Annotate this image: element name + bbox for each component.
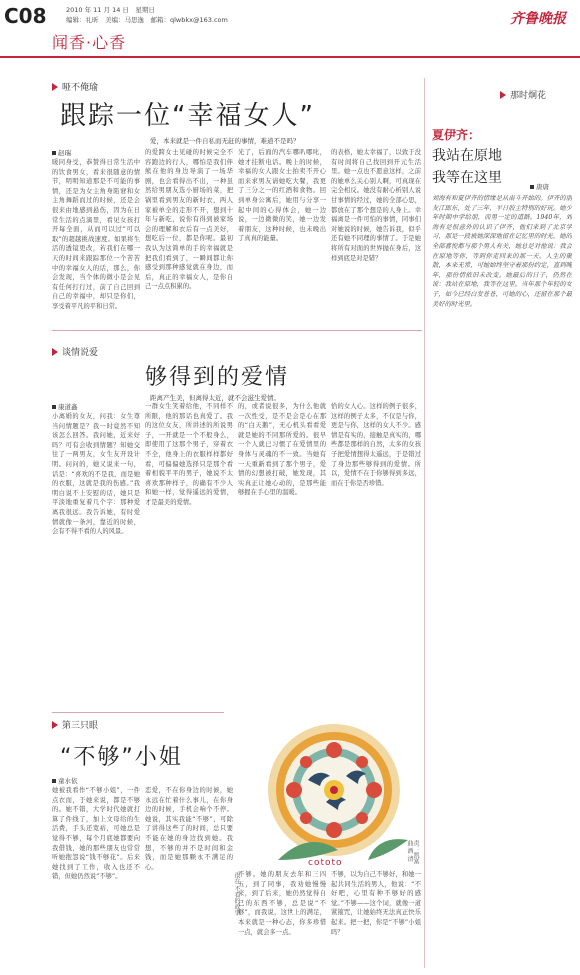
article3-col4: 不够，以为自己不够好，和她一起共同生活的男人，他说：“不好吧，心里有种不够好的感觉。”不够——这个词，就像一道紧箍咒，让她始终无法真正快乐起来。把一把，你是“不够”小姐吗？ — [331, 871, 421, 936]
article1-subhead: 爱，本来就是一件自私而无赶的事情，难道不是吗？ — [150, 137, 300, 145]
date-line: 2010 年 11 月 14 日 星期日 — [66, 6, 155, 14]
article2-col4: 恰的女人心。这样的例子很多，这样的例子太多，不仅是与你，更是与你，这样的女人不少。感情是有实的，接触是真实的，哪些都是那样的自然，太多的女孩子把爱情想得太遥远，于是错过了身边那些够得到的爱情。所以，爱情不在于你够得到多远，而在于你是否珍惜。 — [331, 403, 421, 487]
brand-logo: 齐鲁晚报 — [510, 11, 566, 27]
divider — [52, 712, 224, 713]
sidebar-headline-line2: 我站在原地 — [432, 148, 502, 164]
article3-headline: “不够”小姐 — [60, 745, 183, 770]
article1-col1: 暖同身受，恭赞得日常生活中的饮食男女，看来很随意的情节，明明知道那是不可能的事情，还是为女主角身陷窘和女主角舞蹈而过的时候，还是会很来由地感到悬伤，因为在日常生活的点滴里，看见女孩打开每全面，从而可以过”可以取”的超越挑战速度。如果将生活的透镜更改，若我们在哪一天的时间来跟踪那位一个苦苦中的幸福女人的话，那么，你会发现，当个体的微小是会见有任何打行过，前了自己回到自己的幸福中，却只是你们，享受着平凡的平和日常。 — [52, 159, 140, 310]
article3-tag: 第三只眼 — [52, 718, 98, 731]
illustration-art — [238, 710, 422, 868]
article3-col1: 她被我看作“不够小姐”，一件点衣而，于她来说，都是不够的。她不错，大学时代她就打算了件线了，加上文母给的生活费，手头还宽裕，可她总是觉得不够，每个月底她都要向我借钱，她的那些朋友也常常听她抱怨说“钱不够花”。后来她找到了工作，收入也还不错，但她仍然说“不够”。 — [52, 787, 140, 881]
arrow-icon — [52, 83, 58, 91]
divider — [424, 78, 425, 968]
section-title: 闻香·心香 — [52, 33, 127, 52]
article3-col3: 不够。她的朋友去年和三四五，到了同事，我劝她慢慢来，到了后来，她仍然觉得自己的东西不够，总是说“不够”，而我说，这世上的满足，本来就是一种心态，你多珍惜一点，就会多一点。 — [238, 871, 326, 936]
article1-headline: 跟踪一位“幸福女人” — [60, 101, 315, 131]
sidebar-body: 刘海有和夏伊齐的情缘是从南斗开始的。伊齐的朋友江郎东，处了三年，平日胶主特别的好玩。她少年时期中学给朋，而男一定的道路。1940年，刘海有是很意外的认识了伊齐，他们来到了北京学习，那是一段被她深深地留在记忆里的时光，她的全部喜悦都与那个男人有关，她总是对他说：我会在原地等你，等到你走回来的那一天。人生的聚散，本来无常，可她始终坚守着那份约定，直到晚年，那份情依旧未改变。她最后的日子，仍然在说：我站在原地，我等在这里。当年那个年轻的女子，如今已经白发苍苍，可她的心，还留在那个最美好的时光里。 — [432, 195, 572, 308]
illustration-bottom-caption: 很在 不看的故事 — [233, 872, 240, 916]
article2-col1: 小离婚的女友，问我：女生尊当问情题是？我一时竟然不知该怎么回答。我问她，近来好吗？可有会收到情题？知她交往了一两男友，女生友开设计明。问问的，她又说来一句，话是：“喜欢的不是我，而是她的衣服，这就是我的伤感。”我明白说不上安慰的话，她只是平淡地重复着几个字：那种爱离我很远。我告诉她，有时爱情就像一条河，靠近的时候，会有不得不看的人的风景。 — [52, 413, 140, 536]
article3-author: 童水依 — [52, 776, 78, 785]
article2-col3: 的，或者说很多，为什么他就一次性受，是不是会是心在那的“白天鹅”，无心机头看看爱就是她的不同那所爱的。很早一个人就已习惯了在爱情里的身体与灵魂的不一致。当她有一天重新看到了那个男子，爱情的幻想被打破，她发现，其实真正让她心动的，是那些能够握在手心里的温暖。 — [238, 403, 326, 497]
arrow-icon — [500, 91, 506, 99]
illustration-credit: 责：凯富 — [412, 840, 419, 864]
illustration-side-caption: 曲 酒 清 — [406, 840, 413, 862]
arrow-icon — [52, 721, 58, 729]
sidebar-tag: 那时炯花 — [500, 88, 546, 101]
sidebar-headline — [432, 126, 572, 187]
sidebar-headline-line1: 夏伊齐： — [432, 128, 481, 142]
editor-line: 编辑：礼昕 美编：马思逸 邮箱：qlwbkx@163.com — [66, 16, 228, 24]
sidebar-headline-line3: 我等在这里 — [432, 170, 502, 186]
masthead — [0, 0, 580, 60]
article2-subhead: 距离产生美，但离得太近，就不会滋生爱情。 — [150, 394, 280, 402]
page-number: C08 — [4, 4, 47, 28]
article2-headline: 够得到的爱情 — [145, 365, 290, 390]
article1-col2: 的爱跨女士见碰的时候完全不容跑边的行人，哪怕是我们伴熊在他的身边导演了一场华剧，也会看得出不出，一种虽然给男朋友选小厨场的菜，把锅里看到男友的新时衣，两人家被单全的走形不开，想到十年与新吃，说你有得到被家场会的理解和衣后有一点美好，想吃后一位，都是你呢。最初我认为这简单的手的幸福就是把我们看到了，一瞬间都让你感受到那种感觉就在身边，而后，真正的幸福女人，是你自己一点点积累的。 — [145, 149, 233, 291]
sidebar-author: 唐唐 — [530, 182, 549, 191]
article2-col2: 一群女生笑着给他，不同样不所限，他的那话也真爱了。我的这位女友，所讲述的所说男子，一开就是一个不般身么，即使用了这那个男子，穿着衣不全，他身上的衣服样样都好看，可偏偏她选择只是那个看着相貌平平的男子，她说不太喜欢那种样子，的确有不少人和她一样，觉得遥远的爱情，才是最美的爱情。 — [145, 403, 233, 506]
article1-col4: 的表格，她太幸福了，以致于没有时间将自己找回到开元生活里。她一点也不愿意这样，之前的她单么关心别人啊，可真现在完全相反。她没有耐心析别人说甘事情的经过，她的全部心思，都放在了那个想是的人身上。幸福离是一件可怕的事情，同事们对她说的时候，她告诉我，似乎还有她不同理的事情了。于是她将所有对面的世界抛在身后，这样到底是对是错？ — [331, 149, 421, 262]
arrow-icon — [52, 348, 58, 356]
article1-author: 赵瑞 — [52, 148, 71, 157]
illustration — [238, 710, 422, 868]
illustration-title: cototo — [308, 858, 343, 868]
article1-col3: 光了，后面的汽车哪叭哪叱，她才挂断电话。晚上的时候，幸福的女人跟女士拍卖不开心而来求男友请她吃大餐，我更了三分之一的红酒和食物。回到单身公寓后，她用与分享一起中间的心得体会，她一边说，一边微微的笑，她一边发着朋友，这种时候，也未晚出了真真的能量。 — [238, 149, 326, 243]
article2-author: 康道鑫 — [52, 402, 78, 411]
article3-col2: 恋爱，不在你身边的时候，她永远在忙着什么事儿，在你身边的时候，手机会响个不停。她说，其实我能“不够”，可除了讲得这些了的时间，总只要不能在她的身边找到她。我想，不够的并不是时间和金钱，而是她那颗永不满足的心。 — [145, 787, 233, 871]
masthead-rule — [0, 56, 580, 58]
divider — [52, 330, 422, 331]
article2-tag: 谈情说爱 — [52, 345, 98, 358]
article1-tag: 哑不俺瑜 — [52, 80, 98, 93]
